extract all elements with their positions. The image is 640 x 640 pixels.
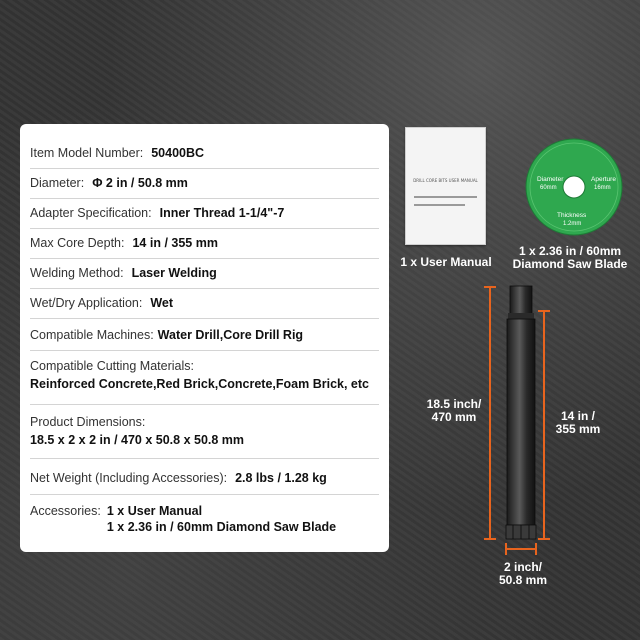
spec-value: 14 in / 355 mm bbox=[132, 236, 218, 250]
blade-label-thickness: Thickness bbox=[557, 212, 587, 219]
spec-row-adapter bbox=[30, 198, 379, 229]
spec-label: Adapter Specification: bbox=[30, 206, 152, 220]
blade-label-diameter-value: 60mm bbox=[540, 185, 557, 191]
blade-label-aperture-value: 16mm bbox=[594, 185, 611, 191]
spec-value: Laser Welding bbox=[131, 266, 217, 280]
spec-value: Φ 2 in / 50.8 mm bbox=[92, 176, 188, 190]
width-dimension-line1: 2 inch/ bbox=[503, 560, 542, 574]
spec-label: Net Weight (Including Accessories): bbox=[30, 471, 228, 485]
spec-row-diameter bbox=[30, 168, 379, 199]
spec-value: 2.8 lbs / 1.28 kg bbox=[235, 471, 327, 485]
spec-value: 1 x 2.36 in / 60mm Diamond Saw Blade bbox=[106, 520, 337, 534]
spec-card bbox=[20, 124, 389, 552]
spec-label: Welding Method: bbox=[30, 266, 124, 280]
blade-label-diameter: Diameter bbox=[537, 176, 564, 183]
spec-label: Accessories: bbox=[30, 504, 101, 518]
drill-adapter bbox=[510, 286, 532, 314]
spec-label: Wet/Dry Application: bbox=[30, 296, 143, 310]
spec-value: 1 x User Manual bbox=[106, 504, 203, 518]
saw-blade-caption-line2: Diamond Saw Blade bbox=[512, 257, 628, 271]
spec-label: Compatible Cutting Materials: bbox=[30, 359, 194, 373]
spec-value: Reinforced Concrete,Red Brick,Concrete,Foam Brick, etc bbox=[30, 377, 369, 391]
spec-value: Water Drill,Core Drill Rig bbox=[157, 328, 304, 342]
blade-label-aperture: Aperture bbox=[591, 176, 616, 183]
spec-value: Inner Thread 1-1/4"-7 bbox=[159, 206, 285, 220]
manual-line bbox=[414, 204, 465, 206]
spec-row-welding bbox=[30, 258, 379, 289]
blade-label-thickness-value: 1.2mm bbox=[563, 221, 582, 227]
spec-label: Compatible Machines: bbox=[30, 328, 154, 342]
spec-label: Product Dimensions: bbox=[30, 415, 146, 429]
spec-row-weight bbox=[30, 462, 379, 495]
saw-blade-caption bbox=[505, 245, 635, 271]
spec-row-machines bbox=[30, 320, 379, 351]
depth-dimension-line1: 14 in / bbox=[560, 409, 595, 423]
spec-label: Item Model Number: bbox=[30, 146, 144, 160]
spec-label: Max Core Depth: bbox=[30, 236, 125, 250]
saw-blade-image bbox=[515, 137, 633, 237]
blade-arbor-hole bbox=[563, 176, 585, 198]
drill-collar bbox=[508, 313, 534, 319]
depth-dimension-label bbox=[548, 410, 608, 436]
spec-label: Diameter: bbox=[30, 176, 85, 190]
user-manual-image bbox=[405, 127, 486, 245]
spec-row-dimensions bbox=[30, 410, 379, 459]
length-dimension-label bbox=[414, 398, 494, 424]
saw-blade-caption-line1: 1 x 2.36 in / 60mm bbox=[518, 244, 622, 258]
length-dimension-line2: 470 mm bbox=[431, 410, 477, 424]
spec-row-accessories bbox=[30, 504, 379, 544]
length-dimension-line1: 18.5 inch/ bbox=[426, 397, 482, 411]
spec-value: 50400BC bbox=[151, 146, 205, 160]
drill-barrel bbox=[507, 319, 535, 525]
manual-line bbox=[414, 196, 477, 198]
spec-row-wet-dry bbox=[30, 288, 379, 319]
user-manual-caption: 1 x User Manual bbox=[400, 255, 492, 269]
width-dimension-line2: 50.8 mm bbox=[498, 573, 548, 587]
spec-value: 18.5 x 2 x 2 in / 470 x 50.8 x 50.8 mm bbox=[30, 433, 245, 447]
spec-row-model bbox=[30, 138, 379, 169]
spec-value: Wet bbox=[150, 296, 174, 310]
spec-row-max-core-depth bbox=[30, 228, 379, 259]
manual-cover-text: DRILL CORE BITS USER MANUAL bbox=[413, 178, 478, 183]
depth-dimension-line2: 355 mm bbox=[555, 422, 601, 436]
spec-row-materials bbox=[30, 354, 379, 405]
width-dimension-label bbox=[485, 561, 561, 587]
